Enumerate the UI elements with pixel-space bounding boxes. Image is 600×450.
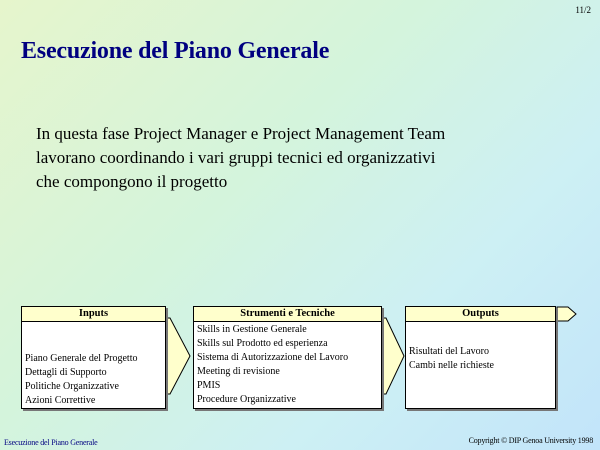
- arrow-inputs-to-tools: [166, 318, 190, 394]
- list-item: Skills in Gestione Generale: [197, 324, 307, 335]
- body-line: In questa fase Project Manager e Project Management Team: [36, 124, 446, 143]
- list-item: Azioni Correttive: [25, 395, 96, 406]
- tools-box: [193, 306, 382, 409]
- page-number: 11/2: [575, 5, 591, 15]
- inputs-box: [21, 306, 166, 409]
- slide-title: Esecuzione del Piano Generale: [21, 38, 330, 64]
- footer-title: Esecuzione del Piano Generale: [4, 438, 98, 447]
- arrow-tools-to-outputs: [382, 318, 404, 394]
- list-item: Skills sul Prodotto ed esperienza: [197, 338, 328, 349]
- inputs-list: [22, 322, 165, 408]
- list-item: Sistema di Autorizzazione del Lavoro: [197, 352, 349, 363]
- arrow-outputs-end: [557, 307, 576, 321]
- list-item: Politiche Organizzative: [25, 381, 119, 392]
- list-item: PMIS: [197, 380, 221, 391]
- outputs-box: [405, 306, 556, 409]
- list-item: Cambi nelle richieste: [409, 360, 494, 371]
- list-item: Dettagli di Supporto: [25, 367, 107, 378]
- list-item: Risultati del Lavoro: [409, 346, 489, 357]
- body-line: lavorano coordinando i vari gruppi tecnici ed organizzativi: [36, 148, 436, 167]
- tools-header: Strumenti e Tecniche: [194, 307, 381, 322]
- list-item: Piano Generale del Progetto: [25, 353, 138, 364]
- body-line: che compongono il progetto: [36, 172, 228, 191]
- tools-list: [194, 322, 381, 407]
- footer-copyright: Copyright © DIP Genoa University 1998: [468, 436, 593, 445]
- list-item: Meeting di revisione: [197, 366, 280, 377]
- list-item: Procedure Organizzative: [197, 394, 296, 405]
- outputs-list: [406, 322, 555, 373]
- outputs-header: Outputs: [406, 307, 555, 322]
- inputs-header: Inputs: [22, 307, 165, 322]
